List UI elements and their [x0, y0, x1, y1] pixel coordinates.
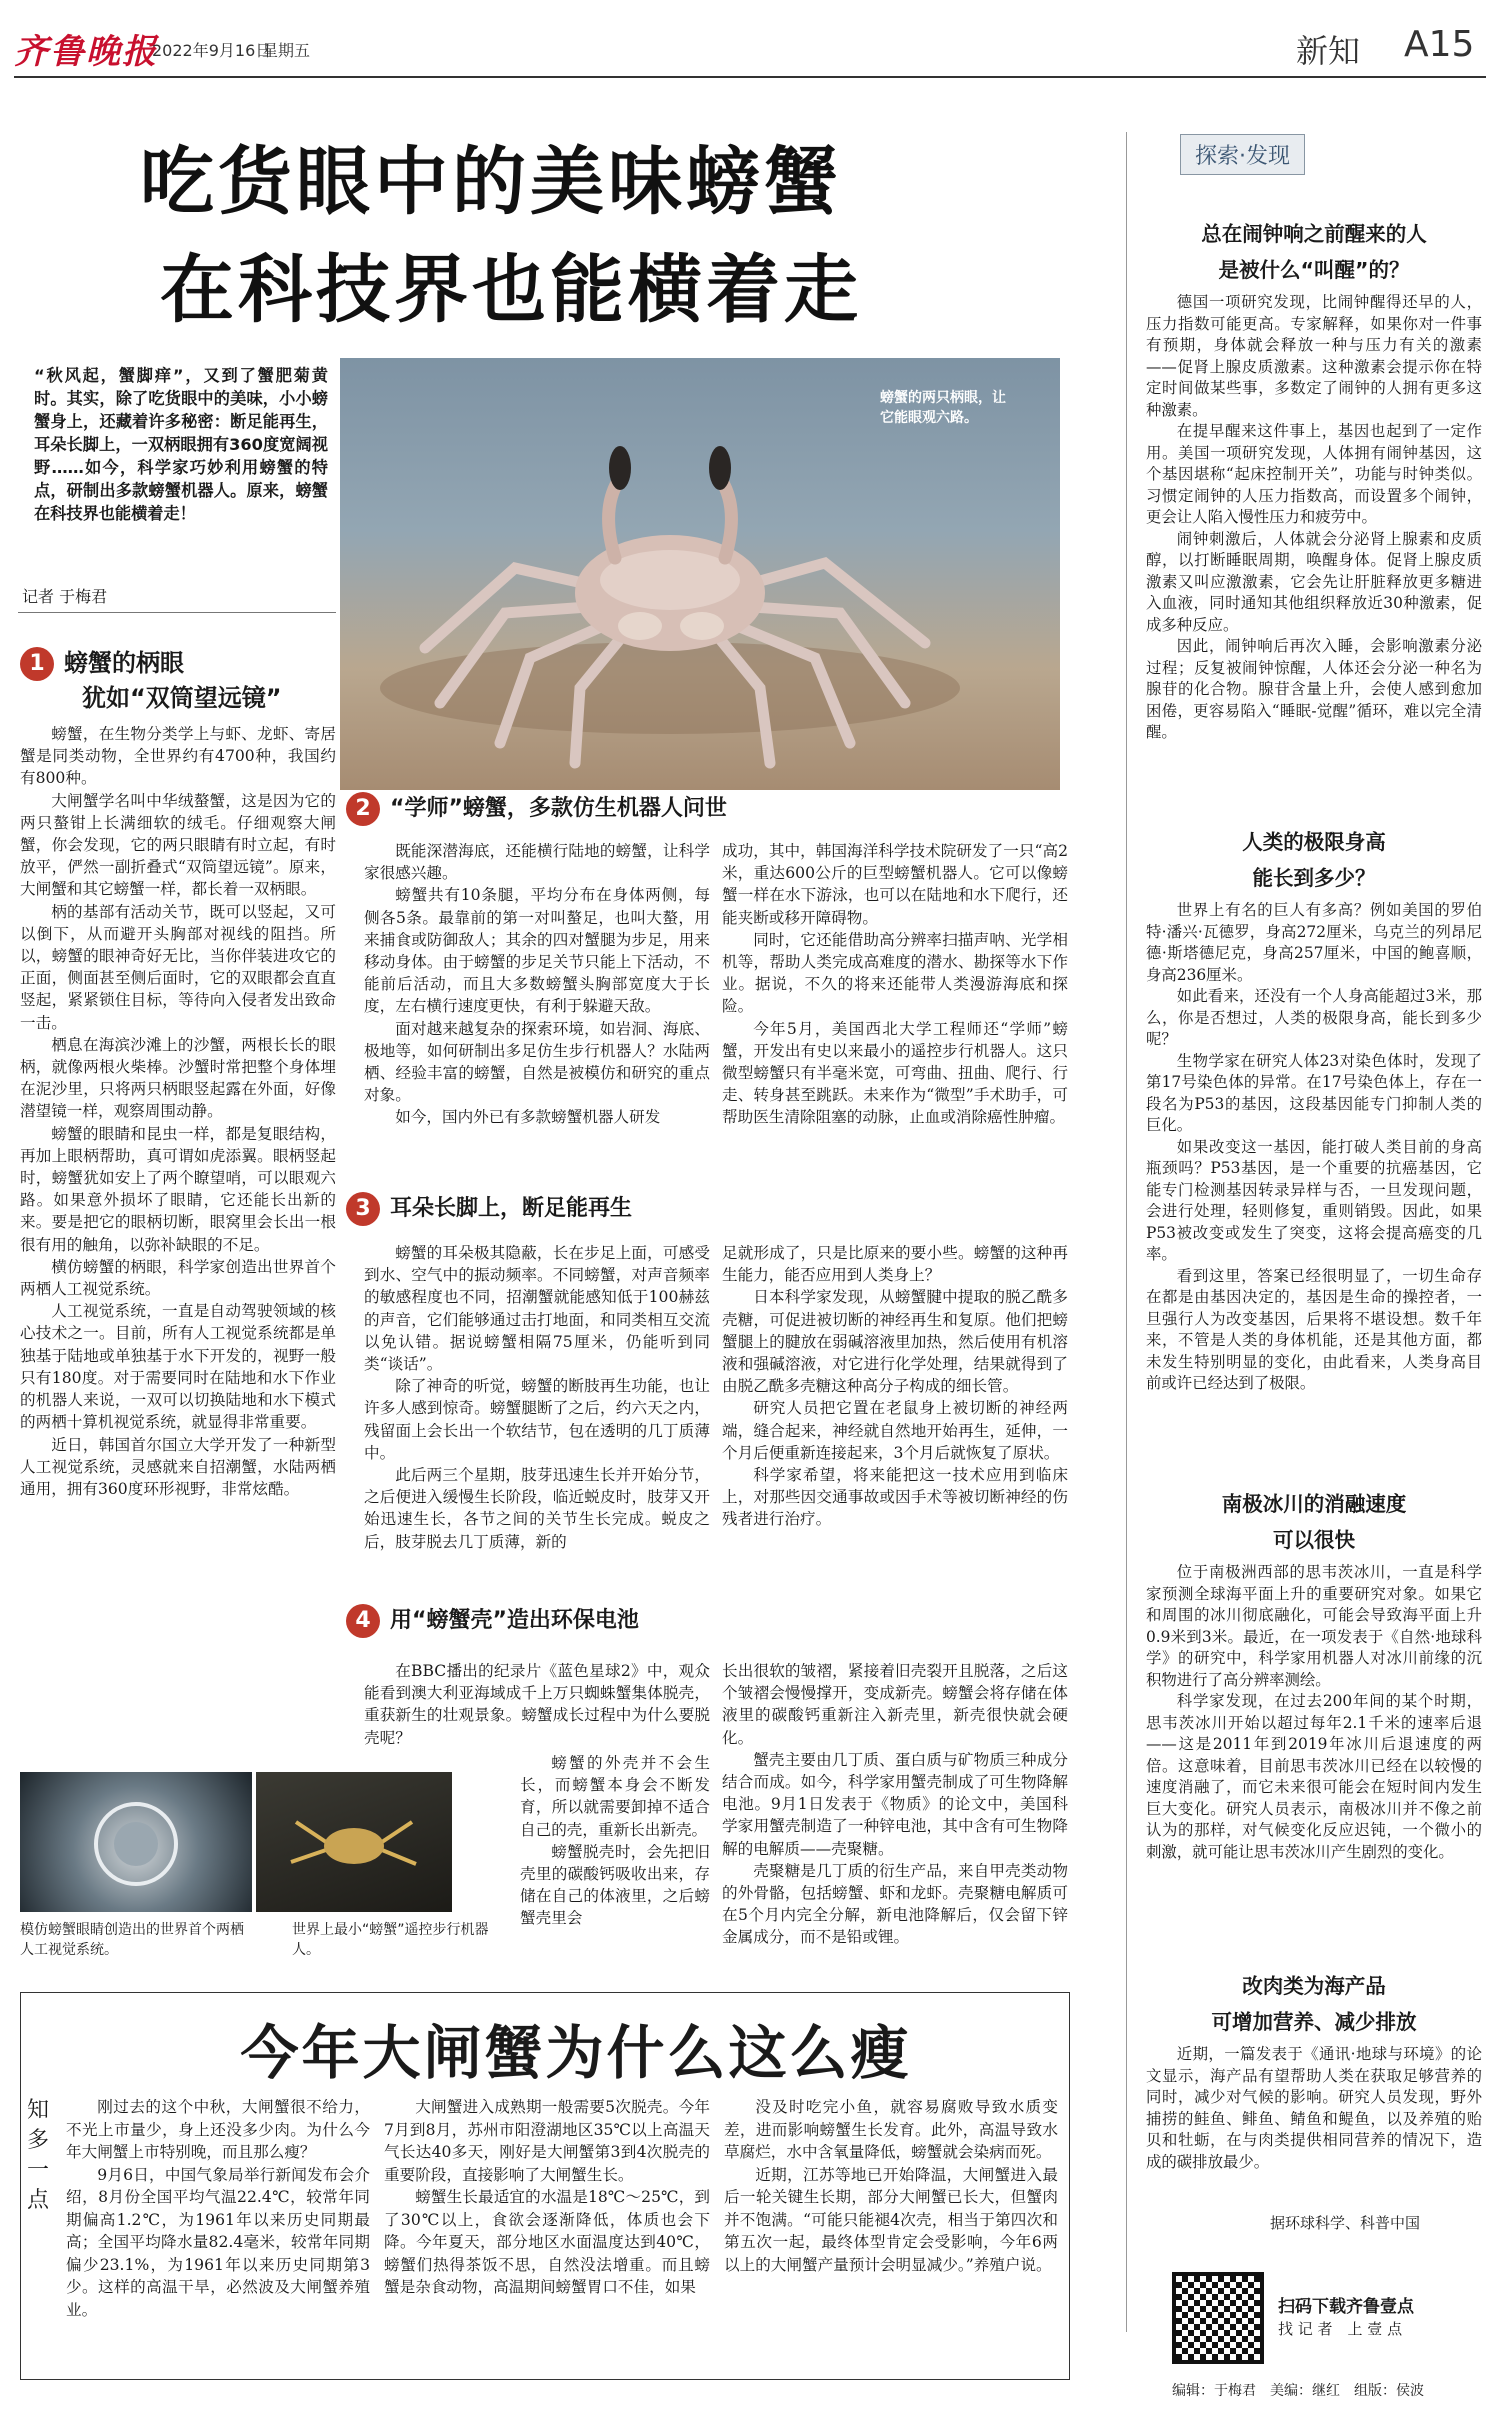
s3-para: 日本科学家发现，从螃蟹腱中提取的脱乙酰多壳糖，可促进被切断的神经再生和复原。他们把螃蟹腿上的腱放在弱碱溶液里加热，然后使用有机溶液和强碱溶液，对它进行化学处理，结果就得到了由脱乙酰多壳糖这种高分子构成的细长管。 — [722, 1288, 1068, 1396]
s1-para: 大闸蟹学名叫中华绒螯蟹，这是因为它的两只螯钳上长满细软的绒毛。仔细观察大闸蟹，你会发现，它的两只眼睛有时立起，有时放平，俨然一副折叠式“双筒望远镜”。原来，大闸蟹和其它螃蟹一样，都长着一双柄眼。 — [20, 791, 336, 899]
masthead-rule — [14, 76, 1486, 78]
headline-line-1: 吃货眼中的美味螃蟹 — [140, 139, 842, 225]
section-2-number: 2 — [346, 792, 380, 826]
box-para: 没及时吃完小鱼，就容易腐败导致水质变差，进而影响螃蟹生长发育。此外，高温导致水草腐烂，水中含氧量降低，螃蟹就会染病而死。 — [724, 2098, 1058, 2161]
section-4-col-a-narrow — [520, 1752, 710, 1930]
s1-para: 螃蟹，在生物分类学上与虾、龙虾、寄居蟹是同类动物，全世界约有4700种，我国约有800种。 — [20, 725, 336, 788]
sidebar-para: 世界上有名的巨人有多高？例如美国的罗伯特·潘兴·瓦德罗，身高272厘米，乌克兰的列昂尼德·斯塔德尼克，身高257厘米，中国的鲍喜顺，身高236厘米。 — [1146, 901, 1482, 984]
s2-para: 成功，其中，韩国海洋科学技术院研发了一只“高2米，重达600公斤的巨型螃蟹机器人。它可以像螃蟹一样在水下游泳，也可以在陆地和水下爬行，还能夹断或移开障碍物。 — [722, 842, 1068, 927]
s3-para: 除了神奇的听觉，螃蟹的断肢再生功能，也让许多人感到惊奇。螃蟹腿断了之后，约六天之内，残留面上会长出一个软结节，包在透明的几丁质薄中。 — [364, 1377, 710, 1462]
lead-paragraph: “秋风起，蟹脚痒”，又到了蟹肥菊黄时。其实，除了吃货眼中的美味，小小螃蟹身上，还藏着许多秘密：断足能再生，耳朵长脚上，一双柄眼拥有360度宽阔视野……如今，科学家巧妙利用螃蟹的特点，研制出多款螃蟹机器人。原来，螃蟹在科技界也能横着走！ — [34, 366, 328, 523]
section-4-title: 4 用“螃蟹壳”造出环保电池 — [346, 1604, 706, 1638]
box-para: 大闸蟹进入成熟期一般需要5次脱壳。今年7月到8月，苏州市阳澄湖地区35℃以上高温天气长达40多天，刚好是大闸蟹第3到4次脱壳的重要阶段，直接影响了大闸蟹生长。 — [384, 2098, 710, 2184]
s2-para: 既能深潜海底，还能横行陆地的螃蟹，让科学家很感兴趣。 — [364, 842, 710, 883]
sidebar-para: 在提早醒来这件事上，基因也起到了一定作用。美国一项研究发现，人体拥有闹钟基因，这个基因堪称“起床控制开关”，功能与时钟类似。习惯定闹钟的人压力指数高，而设置多个闹钟，更会让人陷入慢性压力和疲劳中。 — [1146, 422, 1482, 526]
sidebar-para: 生物学家在研究人体23对染色体时，发现了第17号染色体的异常。在17号染色体上，存在一段名为P53的基因，这段基因能专门抑制人类的巨化。 — [1146, 1051, 1482, 1134]
sidebar-para: 如果改变这一基因，能打破人类目前的身高瓶颈吗？P53基因，是一个重要的抗癌基因，它能专门检测基因转录异样与否，一旦发现问题，会进行处理，轻则修复，重则销毁。因此，如果P53被改变或发生了突变，这将会提高癌变的几率。 — [1146, 1137, 1482, 1263]
s2-para: 同时，它还能借助高分辨率扫描声呐、光学相机等，帮助人类完成高难度的潜水、勘探等水下作业。据说，不久的将来还能带人类漫游海底和探险。 — [722, 930, 1068, 1016]
sidebar-article-4 — [1146, 1968, 1482, 2173]
byline: 记者 于梅君 — [22, 587, 108, 606]
sidebar-para: 因此，闹钟响后再次入睡，会影响激素分泌过程；反复被闹钟惊醒，人体还会分泌一种名为腺苷的化合物。腺苷含量上升，会使人感到愈加困倦，更容易陷入“睡眠-觉醒”循环，难以完全清醒。 — [1146, 637, 1482, 741]
sidebar-para: 近期，一篇发表于《通讯·地球与环境》的论文显示，海产品有望帮助人类在获取足够营养的同时，减少对气候的影响。研究人员发现，野外捕捞的鲑鱼、鲱鱼、鲭鱼和鳀鱼，以及养殖的贻贝和牡蛎，在与肉类提供相同营养的情况下，造成的碳排放最少。 — [1146, 2045, 1482, 2171]
s1-para: 柄的基部有活动关节，既可以竖起，又可以倒下，从而避开头胸部对视线的阻挡。所以，螃蟹的眼神奇好无比，当你伴装进攻它的正面，侧面甚至侧后面时，它的双眼都会直直竖起，紧紧锁住目标，等待向入侵者发出致命一击。 — [20, 902, 336, 1032]
byline-rule — [18, 612, 336, 613]
section-4-col-b — [722, 1660, 1068, 1949]
box-col-3 — [724, 2096, 1058, 2276]
section-3-number: 3 — [346, 1192, 380, 1226]
s2-para: 如今，国内外已有多款螃蟹机器人研发 — [395, 1108, 661, 1127]
box-para: 近期，江苏等地已开始降温，大闸蟹进入最后一轮关键生长期，部分大闸蟹已长大，但蟹肉并不饱满。“可能只能褪4次壳，相当于第四次和第五次一起，最终体型肯定会受影响，今年6两以上的大闸蟹产量预计会明显减少。”养殖户说。 — [724, 2165, 1058, 2274]
sidebar-subtitle: 是被什么“叫醒”的？ — [1218, 258, 1410, 282]
s3-para: 研究人员把它置在老鼠身上被切断的神经两端，缝合起来，神经就自然地开始再生，延伸，一个月后便重新连接起来，3个月后就恢复了原状。 — [722, 1399, 1068, 1462]
s4-para: 蟹壳主要由几丁质、蛋白质与矿物质三种成分结合而成。如今，科学家用蟹壳制成了可生物降解电池。9月1日发表于《物质》的论文中，美国科学家用蟹壳制造了一种锌电池，其中含有可生物降解的电解质——壳聚糖。 — [722, 1750, 1068, 1858]
section-2-col-b — [722, 840, 1068, 1129]
sidebar-subtitle: 可增加营养、减少排放 — [1211, 2010, 1417, 2034]
lens-illustration — [20, 1772, 252, 1912]
sidebar-subtitle: 能长到多少？ — [1252, 866, 1376, 890]
section-2 — [346, 792, 1066, 834]
section-3-col-a — [364, 1242, 710, 1553]
section-4 — [346, 1604, 706, 1638]
sidebar-title: 改肉类为海产品 — [1242, 1974, 1386, 1998]
section-4-col-a — [364, 1660, 710, 1749]
issue-weekday: 星期五 — [262, 41, 311, 60]
sidebar-title: 南极冰川的消融速度 — [1221, 1492, 1407, 1516]
section-1-body — [20, 723, 336, 1500]
box-headline: 今年大闸蟹为什么这么瘦 — [240, 2019, 912, 2087]
s3-para: 足就形成了，只是比原来的要小些。螃蟹的这种再生能力，能否应用到人类身上？ — [722, 1244, 1068, 1285]
sidebar-para: 科学家发现，在过去200年间的某个时期，思韦茨冰川开始以超过每年2.1千米的速率后退——这是2011年到2019年冰川后退速度的两倍。这意味着，目前思韦茨冰川已经在以较慢的速度消融了，而它未来很可能会在短时间内发生巨大变化。研究人员表示，南极冰川并不像之前认为的那样，对气候变化反应迟钝，一个微小的刺激，就可能让思韦茨冰川产生剧烈的变化。 — [1146, 1692, 1482, 1861]
sidebar-title: 人类的极限身高 — [1242, 830, 1386, 854]
section-3-col-b — [722, 1242, 1068, 1531]
s1-para: 近日，韩国首尔国立大学开发了一种新型人工视觉系统，灵感就来自招潮蟹，水陆两栖通用，拥有360度环形视野，非常炫酷。 — [20, 1435, 336, 1498]
s2-para: 面对越来越复杂的探索环境，如岩洞、海底、极地等，如何研制出多足仿生步行机器人？水陆两栖、经验丰富的螃蟹，自然是被模仿和研究的重点对象。 — [364, 1019, 710, 1105]
s3-para: 此后两三个星期，肢芽迅速生长并开始分节，之后便进入缓慢生长阶段，临近蜕皮时，肢芽又开始迅速生长，各节之间的关节生长完成。蜕皮之后，肢芽脱去几丁质薄，新的 — [364, 1466, 710, 1551]
s4-para: 螃蟹脱壳时，会先把旧壳里的碳酸钙吸收出来，存储在自己的体液里，之后螃蟹壳里会 — [520, 1842, 710, 1928]
s1-para: 人工视觉系统，一直是自动驾驶领域的核心技术之一。目前，所有人工视觉系统都是单独基于陆地或单独基于水下开发的，视野一般只有180度。对于需要同时在陆地和水下作业的机器人来说，一双可以切换陆地和水下模式的两栖十算机视觉系统，就显得非常重要。 — [20, 1302, 336, 1432]
section-1-subtitle: 犹如“双筒望远镜” — [82, 684, 282, 712]
qr-title: 扫码下载齐鲁壹点 — [1278, 2297, 1414, 2317]
section-2-title: 2 “学师”螃蟹，多款仿生机器人问世 — [346, 792, 1066, 826]
box-tag: 知多一点 — [26, 2098, 49, 2213]
section-3 — [346, 1192, 706, 1226]
s1-para: 横仿螃蟹的柄眼，科学家创造出世界首个两栖人工视觉系统。 — [20, 1257, 336, 1299]
micro-robot-caption: 世界上最小“螃蟹”遥控步行机器人。 — [292, 1922, 489, 1958]
issue-date: 2022年9月16日 — [152, 41, 272, 60]
micro-robot-photo — [256, 1772, 452, 1912]
sidebar-para: 位于南极洲西部的思韦茨冰川，一直是科学家预测全球海平面上升的重要研究对象。如果它和周围的冰川彻底融化，可能会导致海平面上升0.9米到3米。最近，在一项发表于《自然·地球科学》的研究中，科学家用机器人对冰川前缘的沉积物进行了高分辨率测绘。 — [1146, 1563, 1482, 1689]
page-number: A15 — [1404, 24, 1475, 65]
crab-photo — [340, 358, 1060, 790]
sidebar-divider — [1126, 132, 1127, 2332]
section-name: 新知 — [1296, 32, 1361, 70]
section-2-col-a — [364, 840, 710, 1129]
s4-para: 壳聚糖是几丁质的衍生产品，来自甲壳类动物的外骨骼，包括螃蟹、虾和龙虾。壳聚糖电解质可在5个月内完全分解，新电池降解后，仅会留下锌金属成分，而不是铅或锂。 — [722, 1861, 1068, 1947]
sidebar-subtitle: 可以很快 — [1273, 1528, 1355, 1552]
qr-subtitle: 找 记 者 上 壹 点 — [1278, 2320, 1403, 2338]
s1-para: 螃蟹的眼睛和昆虫一样，都是复眼结构，再加上眼柄帮助，真可谓如虎添翼。眼柄竖起时，螃蟹犹如安上了两个瞭望哨，可以眼观六路。如果意外损坏了眼睛，它还能长出新的来。要是把它的眼柄切断，眼窝里会长出一根很有用的触角，以弥补缺眼的不足。 — [20, 1124, 336, 1254]
sidebar-source: 据环球科学、科普中国 — [1270, 2214, 1421, 2232]
s2-para: 今年5月，美国西北大学工程师还“学师”螃蟹，开发出有史以来最小的遥控步行机器人。这只微型螃蟹只有半毫米宽，可弯曲、扭曲、爬行、行走、转身甚至跳跃。未来作为“微型”手术助手，可帮助医生清除阻塞的动脉，止血或消除癌性肿瘤。 — [722, 1019, 1068, 1127]
box-col-2 — [384, 2096, 710, 2299]
section-1-number: 1 — [20, 647, 54, 681]
photo-caption: 螃蟹的两只柄眼，让它能眼观六路。 — [880, 390, 1006, 426]
main-headline — [140, 128, 960, 344]
sidebar-para: 闹钟刺激后，人体就会分泌肾上腺素和皮质醇，以打断睡眠周期，唤醒身体。促肾上腺皮质激素又叫应激激素，它会先让肝脏释放更多糖进入血液，同时通知其他组织释放近30种激素，促成多种反应。 — [1146, 529, 1482, 634]
sidebar-title: 总在闹钟响之前醒来的人 — [1201, 222, 1427, 246]
box-para: 螃蟹生长最适宜的水温是18℃～25℃，到了30℃以上，食欲会逐渐降低，体质也会下降。今年夏天，部分地区水面温度达到40℃，螃蟹们热得茶饭不思，自然没法增重。而且螃蟹是杂食动物，高温期间螃蟹胃口不佳，如果 — [384, 2188, 710, 2296]
s2-para: 螃蟹共有10条腿，平均分布在身体两侧，每侧各5条。最靠前的第一对叫螯足，也叫大螯，用来捕食或防御敌人；其余的四对蟹腿为步足，用来移动身体。由于螃蟹的步足关节只能上下活动，不能前后活动，而且大多数螃蟹头胸部宽度大于长度，左右横行速度更快，有利于躲避天敌。 — [364, 886, 710, 1016]
s3-para: 科学家希望，将来能把这一技术应用到临床上，对那些因交通事故或因手术等被切断神经的伤残者进行治疗。 — [722, 1466, 1068, 1529]
section-1-title: 1 螃蟹的柄眼 — [20, 646, 336, 681]
vision-system-caption: 模仿螃蟹眼睛创造出的世界首个两栖人工视觉系统。 — [20, 1922, 244, 1958]
sidebar-article-1 — [1146, 216, 1482, 744]
micro-crab-illustration — [256, 1772, 452, 1912]
s4-para: 螃蟹的外壳并不会生长，而螃蟹本身会不断发育，所以就需要卸掉不适合自己的壳，重新长出新壳。 — [520, 1754, 710, 1839]
section-3-title: 3 耳朵长脚上，断足能再生 — [346, 1192, 706, 1226]
vision-system-photo — [20, 1772, 252, 1912]
sidebar-para: 如此看来，还没有一个人身高能超过3米，那么，你是否想过，人类的极限身高，能长到多少呢？ — [1146, 987, 1482, 1048]
footer-credits: 编辑：于梅君 美编：继红 组版：侯波 — [1172, 2383, 1424, 2399]
sidebar-badge: 探索·发现 — [1180, 134, 1305, 175]
box-col-1 — [66, 2096, 370, 2321]
s4-para: 在BBC播出的纪录片《蓝色星球2》中，观众能看到澳大利亚海域成千上万只蜘蛛蟹集体脱壳，重获新生的壮观景象。螃蟹成长过程中为什么要脱壳呢？ — [364, 1662, 710, 1747]
section-4-number: 4 — [346, 1604, 380, 1638]
newspaper-logo: 齐鲁晚报 — [14, 32, 158, 72]
sidebar-para: 看到这里，答案已经很明显了，一切生命存在都是由基因决定的，基因是生命的操控者，一旦强行人为改变基因，后果将不堪设想。数千年来，不管是人类的身体机能，还是其他方面，都未发生特别明显的变化，由此看来，人类身高目前或许已经达到了极限。 — [1146, 1266, 1482, 1392]
sidebar-article-3 — [1146, 1486, 1482, 1863]
sidebar-para: 德国一项研究发现，比闹钟醒得还早的人，压力指数可能更高。专家解释，如果你对一件事有预期，身体就会释放一种与压力有关的激素——促肾上腺皮质激素。这种激素会提示你在特定时间做某些事，多数定了闹钟的人拥有更多这种激素。 — [1146, 293, 1482, 419]
box-para: 刚过去的这个中秋，大闸蟹很不给力，不光上市量少，身上还没多少肉。为什么今年大闸蟹上市特别晚，而且那么瘦？ — [66, 2098, 370, 2161]
s1-para: 栖息在海滨沙滩上的沙蟹，两根长长的眼柄，就像两根火柴棒。沙蟹时常把整个身体埋在泥沙里，只将两只柄眼竖起露在外面，好像潜望镜一样，观察周围动静。 — [20, 1035, 336, 1121]
box-para: 9月6日，中国气象局举行新闻发布会介绍，8月份全国平均气温22.4℃，较常年同期偏高1.2℃，为1961年以来历史同期最高；全国平均降水量82.4毫米，较常年同期偏少23.1%，为1961年以来历史同期第3少。这样的高温干旱，必然波及大闸蟹养殖业。 — [66, 2165, 370, 2319]
sidebar-article-2 — [1146, 824, 1482, 1395]
headline-line-2: 在科技界也能横着走 — [160, 247, 862, 333]
section-1 — [20, 646, 336, 1500]
s4-para: 长出很软的皱褶，紧接着旧壳裂开且脱落，之后这个皱褶会慢慢撑开，变成新壳。螃蟹会将存储在体液里的碳酸钙重新注入新壳里，新壳很快就会硬化。 — [722, 1662, 1068, 1747]
s3-para: 螃蟹的耳朵极其隐蔽，长在步足上面，可感受到水、空气中的振动频率。不同螃蟹，对声音频率的敏感程度也不同，招潮蟹就能感知低于100赫兹的声音，它们能够通过击打地面，和同类相互交流以免认错。据说螃蟹相隔75厘米，仍能听到同类“谈话”。 — [364, 1244, 710, 1374]
qr-code[interactable] — [1172, 2272, 1264, 2364]
